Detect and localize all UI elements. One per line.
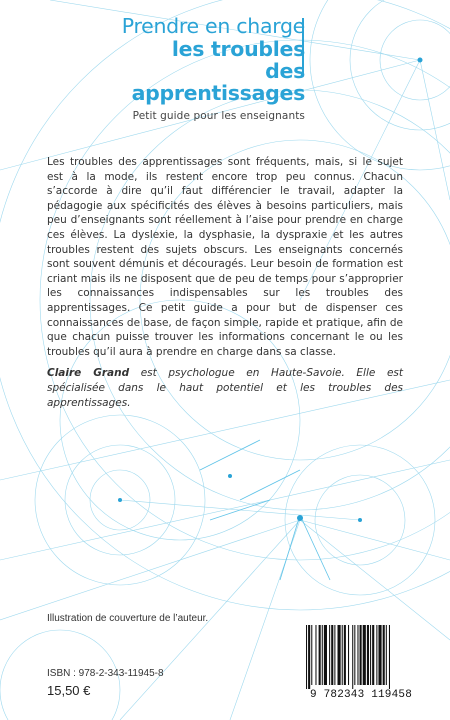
book-price: 15,50 € [47,683,91,698]
barcode-bar [311,625,312,685]
barcode-bar [322,625,323,685]
barcode-bar [378,625,381,685]
barcode-bar [386,625,387,685]
barcode-bar [354,625,355,685]
barcode-bar [306,625,307,689]
barcode-bar [370,625,371,685]
barcode-bar [376,625,377,685]
barcode-bar [360,625,362,685]
barcode-bar [383,625,385,685]
author-name: Claire Grand [47,367,130,380]
isbn-number: ISBN : 978-2-343-11945-8 [47,668,164,679]
title-line-1: Prendre en charge [121,14,305,38]
barcode-bar [331,625,333,685]
author-bio-text: est psychologue en Haute-Savoie. Elle est spécialisée dans le haut potentiel et les troubles des apprentissages. [47,367,403,409]
barcode-bar [329,625,330,685]
barcode-digits: 9 782343 119458 [309,689,413,701]
barcode-bar [344,625,346,685]
book-subtitle: Petit guide pour les enseignants [132,110,305,122]
barcode-bar [372,625,374,685]
author-bio [47,366,403,410]
cover-title-block [100,14,305,122]
barcode-icon [302,625,420,689]
barcode-bar [319,625,321,685]
title-line-3: des apprentissages [131,59,305,105]
barcode-bar [338,625,341,685]
back-cover-blurb [47,155,403,410]
barcode-bar [315,625,316,685]
barcode-bar [334,625,335,685]
barcode-bar [348,625,349,685]
barcode-bar [357,625,358,685]
barcode-bar [367,625,369,685]
blurb-paragraph: Les troubles des apprentissages sont fréquents, mais, si le sujet est à la mode, ils restent encore trop peu connus. Chacun s’accorde à dire qu’il faut différencier le travail, adapter la pédagogie aux spécificités des élèves à besoins particuliers, mais peu d’enseignants sont réellement à l’aise pour prendre en charge ces élèves. La dyslexie, la dysphasie, la dyspraxie et les autres troubles restent des sujets obscurs. Les enseignants concernés sont souvent démunis et découragés. Leur besoin de formation est criant mais ils ne disposent que de peu de temps pour s’approprier les connaissances indispensables sur les troubles des apprentissages. Ce petit guide a pour but de dispenser ces connaissances de base, de façon simple, rapide et pratique, afin de que chacun puisse trouver les informations concernant le ou les troubles qu’il aura à prendre en charge dans sa classe. [47,156,403,358]
title-line-2: les troubles [171,37,305,61]
illustration-credit: Illustration de couverture de l’auteur. [47,613,209,624]
barcode-bar [324,625,327,685]
barcode-bar [352,625,353,689]
barcode-bar [363,625,366,685]
barcode-bar [308,625,310,689]
barcode-bar [342,625,343,685]
barcode-bar [389,625,390,689]
